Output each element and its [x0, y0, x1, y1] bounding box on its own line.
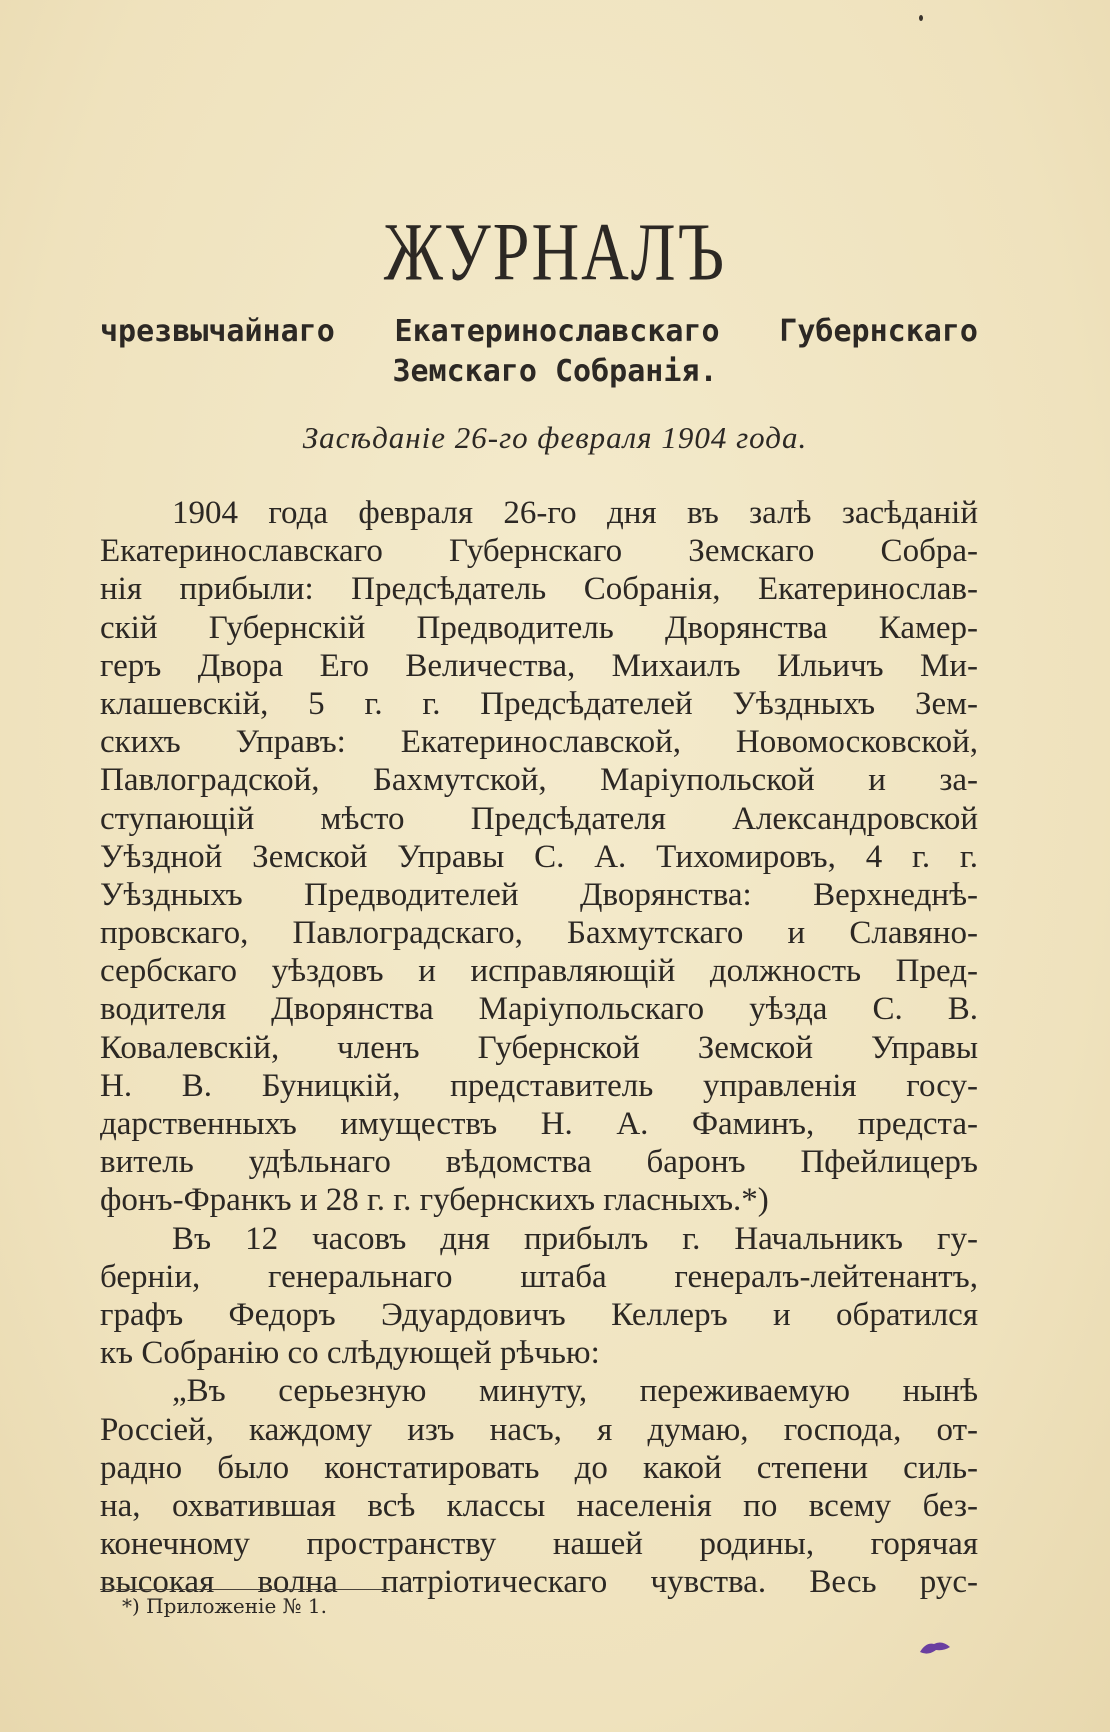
body-line: Екатеринославскаго Губернскаго Земскаго Собра-	[100, 533, 978, 570]
body-line: Н. В. Буницкій, представитель управленія госу-	[100, 1067, 978, 1104]
body-line: берніи, генеральнаго штаба генералъ-лейтенантъ,	[100, 1258, 978, 1295]
subtitle-line-1: чрезвычайнаго Екатеринославскаго Губернскаго	[100, 314, 978, 349]
body-line: фонъ-Франкъ и 28 г. г. губернскихъ гласныхъ.*)	[100, 1182, 769, 1219]
body-line: водителя Дворянства Маріупольскаго уѣзда С. В.	[100, 991, 978, 1028]
ink-dot	[918, 14, 924, 22]
footnote-divider	[100, 1589, 390, 1590]
body-line: дарственныхъ имуществъ Н. А. Фаминъ, предста-	[100, 1106, 978, 1142]
journal-title: ЖУРНАЛЪ	[383, 207, 727, 299]
body-line: скихъ Управъ: Екатеринославской, Новомосковской,	[100, 724, 978, 761]
session-date: Засѣданіе 26-го февраля 1904 года.	[302, 420, 808, 455]
body-line: графъ Федоръ Эдуардовичъ Келлеръ и обратился	[100, 1296, 978, 1333]
body-line: Въ 12 часовъ дня прибылъ г. Начальникъ гу-	[172, 1220, 978, 1257]
body-line: Ковалевскій, членъ Губернской Земской Управы	[100, 1029, 978, 1066]
body-line: ступающій мѣсто Предсѣдателя Александровской	[100, 800, 978, 837]
body-line: нія прибыли: Предсѣдатель Собранія, Екатеринослав-	[100, 571, 978, 608]
body-line: Павлоградской, Бахмутской, Маріупольской и за-	[100, 762, 978, 799]
body-line: клашевскій, 5 г. г. Предсѣдателей Уѣздныхъ Зем-	[100, 685, 978, 722]
body-line: конечному пространству нашей родины, горячая	[100, 1526, 978, 1563]
body-line: скій Губернскій Предводитель Дворянства Камер-	[100, 609, 978, 646]
body-line: радно было констатировать до какой степени силь-	[100, 1449, 978, 1486]
body-line: Россіей, каждому изъ насъ, я думаю, господа, от-	[100, 1411, 978, 1448]
body-line: къ Собранію со слѣдующей рѣчью:	[100, 1335, 600, 1372]
body-text	[100, 494, 978, 1601]
body-line: 1904 года февраля 26-го дня въ залѣ засѣданій	[172, 495, 978, 531]
ink-stamp-mark	[918, 1638, 952, 1658]
body-line: высокая волна патріотическаго чувства. Весь рус-	[100, 1564, 978, 1601]
body-line: Уѣздной Земской Управы С. А. Тихомировъ, 4 г. г.	[100, 838, 978, 875]
footnote: *) Приложеніе № 1.	[122, 1594, 327, 1618]
body-line: на, охватившая всѣ классы населенія по всему без-	[100, 1487, 978, 1524]
body-line: витель удѣльнаго вѣдомства баронъ Пфейлицеръ	[100, 1144, 978, 1181]
body-line: „Въ серьезную минуту, переживаемую нынѣ	[172, 1373, 978, 1410]
subtitle-line-2: Земскаго Собранія.	[392, 354, 718, 389]
body-line: сербскаго уѣздовъ и исправляющій должность Пред-	[100, 953, 978, 990]
body-line: геръ Двора Его Величества, Михаилъ Ильичъ Ми-	[100, 647, 978, 684]
body-line: Уѣздныхъ Предводителей Дворянства: Верхнеднѣ-	[100, 876, 978, 913]
body-line: провскаго, Павлоградскаго, Бахмутскаго и Славяно-	[100, 915, 978, 952]
